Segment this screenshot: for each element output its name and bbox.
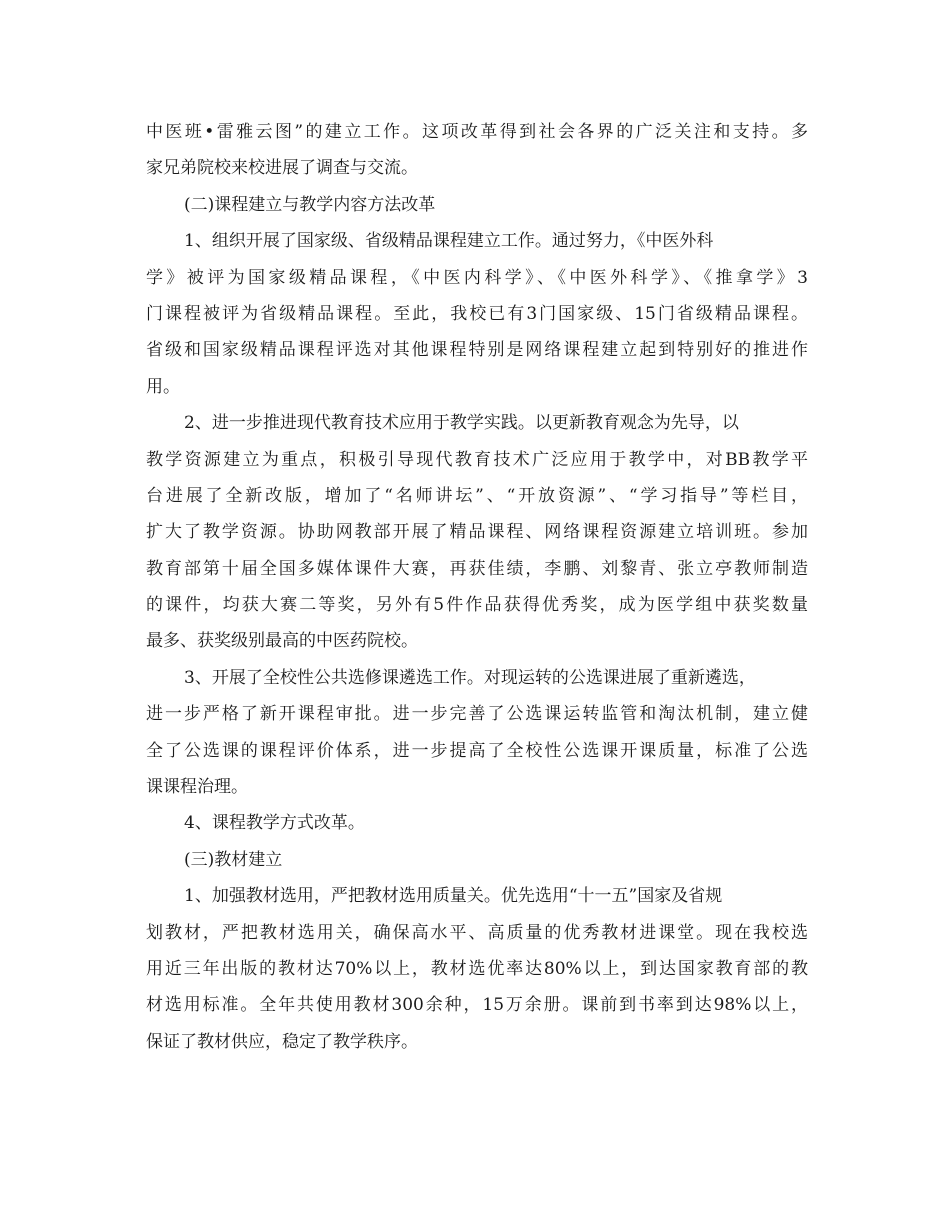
text-line: 1、加强教材选用，严把教材选用质量关。优先选用“十一五”国家及省规	[184, 886, 723, 907]
text-line: 保证了教材供应，稳定了教学秩序。	[146, 1031, 418, 1052]
text-line: 3、开展了全校性公共选修课遴选工作。对现运转的公选课进展了重新遴选，	[184, 667, 756, 688]
text-line: 台进展了全新改版，增加了“名师讲坛”、“开放资源”、“学习指导”等栏目，	[146, 485, 808, 506]
text-line: 1、组织开展了国家级、省级精品课程建立工作。通过努力，《中医外科	[184, 231, 714, 252]
text-line: 的课件，均获大赛二等奖，另外有5件作品获得优秀奖，成为医学组中获奖数量	[146, 595, 808, 616]
text-line: 课课程治理。	[146, 777, 248, 798]
text-line: 用。	[146, 376, 180, 397]
text-line: 中医班•雷雅云图”的建立工作。这项改革得到社会各界的广泛关注和支持。多	[146, 122, 808, 142]
text-line: 进一步严格了新开课程审批。进一步完善了公选课运转监管和淘汰机制，建立健	[146, 704, 808, 725]
text-line: 用近三年出版的教材达70%以上，教材选优率达80%以上，到达国家教育部的教	[146, 958, 808, 979]
text-line: 材选用标准。全年共使用教材300余种，15万余册。课前到书率到达98%以上，	[146, 995, 808, 1016]
text-line: 全了公选课的课程评价体系，进一步提高了全校性公选课开课质量，标准了公选	[146, 740, 808, 761]
text-line: 2、进一步推进现代教育技术应用于教学实践。以更新教育观念为先导，以	[184, 413, 739, 434]
text-line: 家兄弟院校来校进展了调查与交流。	[146, 158, 418, 179]
text-line: 4、课程教学方式改革。	[184, 813, 365, 834]
section-heading: (三)教材建立	[184, 849, 283, 870]
text-line: 扩大了教学资源。协助网教部开展了精品课程、网络课程资源建立培训班。参加	[146, 522, 808, 543]
section-heading: (二)课程建立与教学内容方法改革	[184, 194, 436, 215]
text-line: 省级和国家级精品课程评选对其他课程特别是网络课程建立起到特别好的推进作	[146, 340, 808, 361]
text-line: 最多、获奖级别最高的中医药院校。	[146, 631, 418, 652]
text-line: 学》被评为国家级精品课程，《中医内科学》、《中医外科学》、《推拿学》3	[146, 267, 808, 288]
text-line: 门课程被评为省级精品课程。至此，我校已有3门国家级、15门省级精品课程。	[146, 303, 808, 324]
text-line: 划教材，严把教材选用关，确保高水平、高质量的优秀教材进课堂。现在我校选	[146, 922, 808, 943]
text-line: 教学资源建立为重点，积极引导现代教育技术广泛应用于教学中，对BB教学平	[146, 449, 808, 470]
text-line: 教育部第十届全国多媒体课件大赛，再获佳绩，李鹏、刘黎青、张立亭教师制造	[146, 558, 808, 579]
body-text	[146, 114, 808, 1060]
